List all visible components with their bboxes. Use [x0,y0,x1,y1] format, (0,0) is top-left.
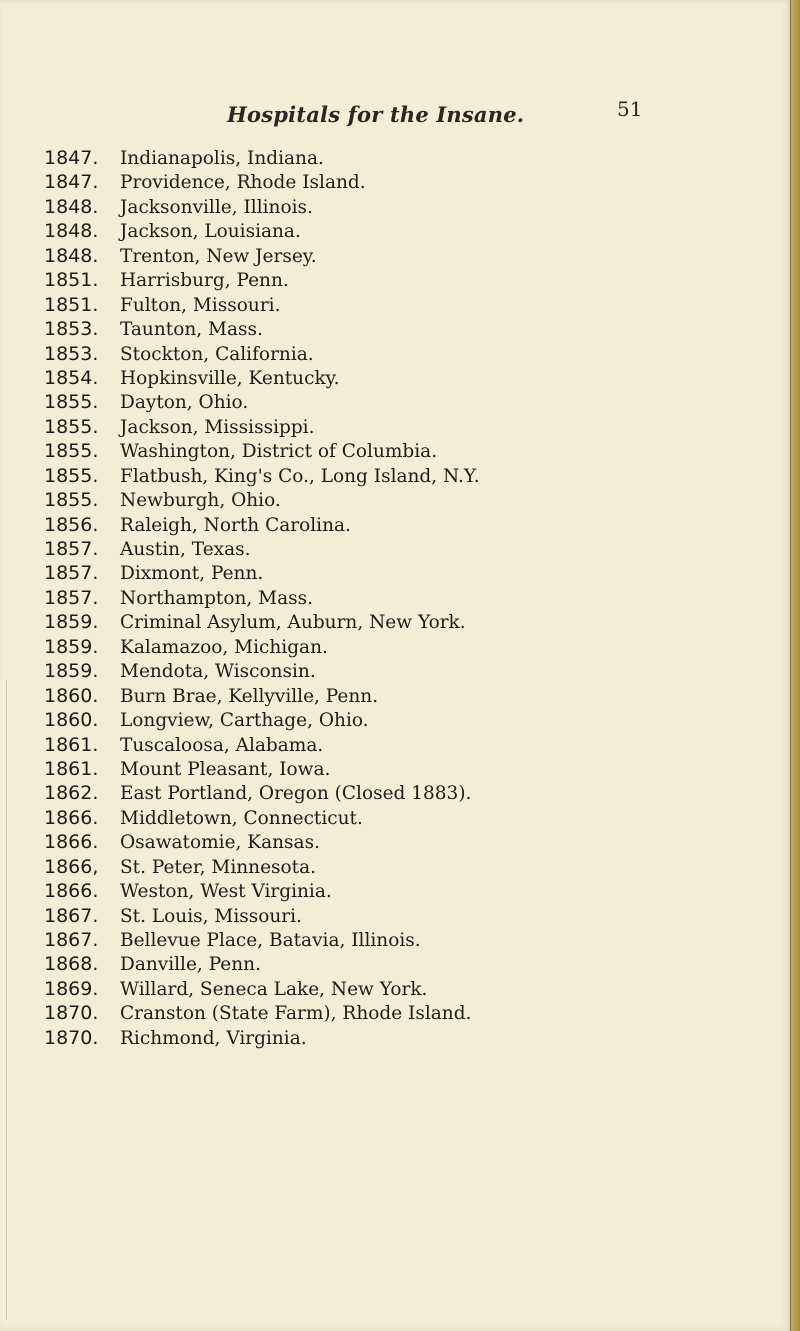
entry-year: 1860. [44,684,99,707]
entry-place: Stockton, California. [120,343,314,365]
entry-year: 1866. [44,831,99,854]
entry-year: 1855. [44,464,99,487]
entry-place: Taunton, Mass. [120,319,263,341]
entry-place: Raleigh, North Carolina. [120,514,351,536]
entry-year: 1869. [44,977,99,1000]
list-item [44,805,764,829]
entry-year: 1847. [44,171,99,194]
list-item [44,292,764,316]
list-item [44,585,764,609]
page-edge-shadow [0,680,7,1320]
entry-place: Hopkinsville, Kentucky. [120,367,340,389]
entry-year: 1862. [44,782,99,805]
entry-place: Providence, Rhode Island. [120,172,366,194]
list-item [44,267,764,291]
entry-place: Mount Pleasant, Iowa. [120,758,331,780]
page-number: 51 [617,97,643,121]
entry-year: 1867. [44,904,99,927]
entry-place: Cranston (State Farm), Rhode Island. [120,1003,472,1025]
entry-place: Longview, Carthage, Ohio. [120,710,369,732]
list-item [44,927,764,951]
list-item [44,218,764,242]
list-item [44,243,764,267]
entry-year: 1870. [44,1026,99,1049]
entry-year: 1855. [44,489,99,512]
entry-place: Richmond, Virginia. [120,1027,307,1049]
entry-year: 1848. [44,195,99,218]
entry-year: 1866. [44,806,99,829]
entry-place: Dayton, Ohio. [120,392,249,414]
entry-place: Jackson, Mississippi. [120,416,315,438]
running-title: Hospitals for the Insane. [227,102,525,127]
entry-year: 1868. [44,953,99,976]
entry-place: Mendota, Wisconsin. [120,661,316,683]
entry-year: 1855. [44,415,99,438]
entry-year: 1867. [44,929,99,951]
hospital-list [44,145,764,1049]
entry-year: 1866, [44,855,99,878]
entry-place: Austin, Texas. [120,539,251,560]
entry-place: Danville, Penn. [120,954,261,976]
list-item [44,976,764,1000]
entry-place: Washington, District of Columbia. [120,441,438,463]
entry-place: Kalamazoo, Michigan. [120,636,328,658]
entry-year: 1851. [44,269,99,292]
entry-year: 1866. [44,880,99,903]
list-item [44,1000,764,1024]
entry-place: Flatbush, King's Co., Long Island, N.Y. [120,465,480,487]
entry-place: Weston, West Virginia. [120,881,332,903]
list-item [44,438,764,462]
list-item [44,194,764,218]
entry-year: 1848. [44,244,99,267]
list-item [44,732,764,756]
entry-year: 1859. [44,660,99,683]
entry-year: 1857. [44,538,99,560]
list-item [44,341,764,365]
entry-place: Burn Brae, Kellyville, Penn. [120,685,379,707]
entry-place: Criminal Asylum, Auburn, New York. [120,612,466,634]
entry-place: Osawatomie, Kansas. [120,832,320,854]
entry-year: 1851. [44,293,99,316]
entry-year: 1856. [44,513,99,536]
entry-place: East Portland, Oregon (Closed 1883). [120,783,472,805]
list-item [44,389,764,413]
entry-place: Indianapolis, Indiana. [120,148,324,169]
entry-year: 1854. [44,366,99,389]
entry-place: Dixmont, Penn. [120,563,264,585]
entry-year: 1859. [44,635,99,658]
entry-place: Willard, Seneca Lake, New York. [120,978,428,1000]
entry-place: Tuscaloosa, Alabama. [120,734,324,756]
entry-place: Jackson, Louisiana. [120,221,301,243]
entry-year: 1861. [44,757,99,780]
entry-year: 1853. [44,318,99,341]
entry-year: 1855. [44,391,99,414]
list-item [44,145,764,169]
list-item [44,512,764,536]
entry-place: Fulton, Missouri. [120,294,281,316]
list-item [44,169,764,193]
list-item [44,780,764,804]
entry-place: Harrisburg, Penn. [120,270,289,292]
entry-year: 1870. [44,1002,99,1025]
entry-year: 1848. [44,220,99,243]
list-item [44,658,764,682]
entry-year: 1857. [44,586,99,609]
entry-year: 1857. [44,562,99,585]
list-item [44,854,764,878]
entry-year: 1860. [44,709,99,732]
entry-place: St. Louis, Missouri. [120,905,302,927]
list-item [44,365,764,389]
entry-place: Newburgh, Ohio. [120,490,281,512]
entry-year: 1847. [44,147,99,169]
book-gutter [790,0,800,1331]
entry-place: Middletown, Connecticut. [120,807,363,829]
list-item [44,707,764,731]
list-item [44,903,764,927]
entry-place: Trenton, New Jersey. [120,245,317,267]
list-item [44,683,764,707]
entry-year: 1855. [44,440,99,463]
entry-year: 1861. [44,733,99,756]
list-item [44,951,764,975]
entry-year: 1853. [44,342,99,365]
list-item [44,487,764,511]
list-item [44,634,764,658]
list-item [44,414,764,438]
entry-place: Northampton, Mass. [120,587,314,609]
list-item [44,560,764,584]
list-item [44,878,764,902]
list-item [44,756,764,780]
list-item [44,829,764,853]
list-item [44,316,764,340]
list-item [44,1025,764,1049]
entry-place: Jacksonville, Illinois. [120,196,313,218]
list-item [44,463,764,487]
list-item [44,609,764,633]
entry-place: Bellevue Place, Batavia, Illinois. [120,930,421,951]
list-item [44,536,764,560]
entry-place: St. Peter, Minnesota. [120,856,317,878]
entry-year: 1859. [44,611,99,634]
